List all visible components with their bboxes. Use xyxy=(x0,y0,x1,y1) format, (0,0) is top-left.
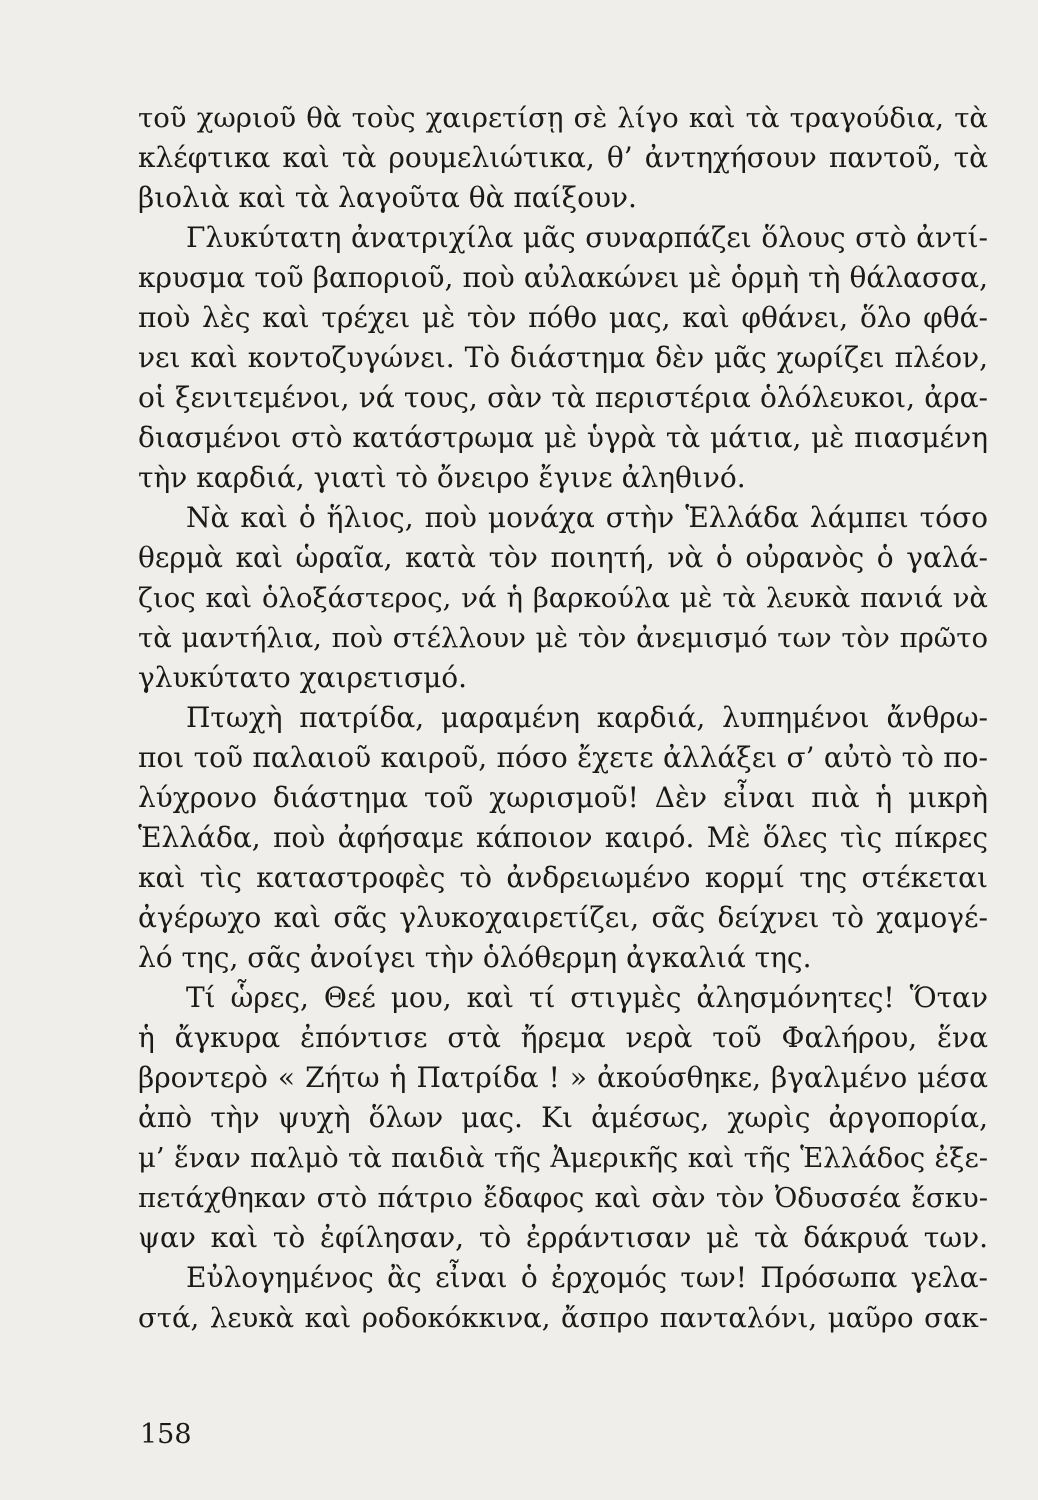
text-line: ἀγέρωχο καὶ σᾶς γλυκοχαιρετίζει, σᾶς δείχνει τὸ χαμογέ- xyxy=(138,901,988,934)
text-line: θερμὰ καὶ ὡραῖα, κατὰ τὸν ποιητή, νὰ ὁ οὐρανὸς ὁ γαλά- xyxy=(138,541,988,574)
page-number: 158 xyxy=(140,1419,192,1450)
text-line: λύχρονο διάστημα τοῦ χωρισμοῦ! Δὲν εἶναι πιὰ ἡ μικρὴ xyxy=(138,781,988,814)
text-line: μ’ ἕναν παλμὸ τὰ παιδιὰ τῆς Ἀμερικῆς καὶ τῆς Ἑλλάδος ἐξε- xyxy=(138,1142,988,1174)
text-line: ψαν καὶ τὸ ἐφίλησαν, τὸ ἐρράντισαν μὲ τὰ δάκρυά των. xyxy=(138,1221,988,1254)
body-text xyxy=(138,98,988,1338)
text-line: καὶ τὶς καταστροφὲς τὸ ἀνδρειωμένο κορμί της στέκεται xyxy=(138,861,988,894)
text-line: Ἑλλάδα, ποὺ ἀφήσαμε κάποιον καιρό. Μὲ ὅλες τὶς πίκρες xyxy=(138,821,988,854)
text-line: ποὺ λὲς καὶ τρέχει μὲ τὸν πόθο μας, καὶ φθάνει, ὅλο φθά- xyxy=(138,301,988,334)
text-line: γλυκύτατο χαιρετισμό. xyxy=(138,661,468,694)
text-line: βροντερὸ « Ζήτω ἡ Πατρίδα ! » ἀκούσθηκε, βγαλμένο μέσα xyxy=(138,1061,988,1094)
text-line: λό της, σᾶς ἀνοίγει τὴν ὁλόθερμη ἀγκαλιά της. xyxy=(138,941,812,974)
text-line: ζιος καὶ ὁλοξάστερος, νά ἡ βαρκούλα μὲ τὰ λευκὰ πανιά νὰ xyxy=(138,582,988,614)
text-line: Τί ὧρες, Θεέ μου, καὶ τί στιγμὲς ἀλησμόνητες! Ὅταν xyxy=(186,981,988,1014)
text-line: Γλυκύτατη ἀνατριχίλα μᾶς συναρπάζει ὅλους στὸ ἀντί- xyxy=(186,221,988,254)
text-line: τὴν καρδιά, γιατὶ τὸ ὄνειρο ἔγινε ἀληθινό. xyxy=(138,461,746,494)
text-line: Εὐλογημένος ἂς εἶναι ὁ ἐρχομός των! Πρόσωπα γελα- xyxy=(186,1261,988,1294)
text-line: διασμένοι στὸ κατάστρωμα μὲ ὑγρὰ τὰ μάτια, μὲ πιασμένη xyxy=(138,421,988,454)
text-line: νει καὶ κοντοζυγώνει. Τὸ διάστημα δὲν μᾶς χωρίζει πλέον, xyxy=(138,341,988,374)
text-line: τοῦ χωριοῦ θὰ τοὺς χαιρετίσῃ σὲ λίγο καὶ τὰ τραγούδια, τὰ xyxy=(138,102,988,134)
text-line: κλέφτικα καὶ τὰ ρουμελιώτικα, θ’ ἀντηχήσουν παντοῦ, τὰ xyxy=(138,141,988,174)
text-line: πετάχθηκαν στὸ πάτριο ἔδαφος καὶ σὰν τὸν Ὀδυσσέα ἔσκυ- xyxy=(138,1182,988,1214)
text-line: βιολιὰ καὶ τὰ λαγοῦτα θὰ παίξουν. xyxy=(138,181,637,214)
text-line: ἀπὸ τὴν ψυχὴ ὅλων μας. Κι ἀμέσως, χωρὶς ἀργοπορία, xyxy=(138,1101,988,1134)
text-line: τὰ μαντήλια, ποὺ στέλλουν μὲ τὸν ἀνεμισμό των τὸν πρῶτο xyxy=(138,622,988,654)
text-line: οἱ ξενιτεμένοι, νά τους, σὰν τὰ περιστέρια ὁλόλευκοι, ἀρα- xyxy=(138,381,988,414)
text-line: κρυσμα τοῦ βαποριοῦ, ποὺ αὐλακώνει μὲ ὁρμὴ τὴ θάλασσα, xyxy=(138,261,988,294)
text-line: ἡ ἄγκυρα ἐπόντισε στὰ ἤρεμα νερὰ τοῦ Φαλήρου, ἕνα xyxy=(138,1021,988,1054)
text-line: Νὰ καὶ ὁ ἥλιος, ποὺ μονάχα στὴν Ἑλλάδα λάμπει τόσο xyxy=(186,501,988,534)
text-line: Πτωχὴ πατρίδα, μαραμένη καρδιά, λυπημένοι ἄνθρω- xyxy=(186,701,988,734)
text-line: ποι τοῦ παλαιοῦ καιροῦ, πόσο ἔχετε ἀλλάξει σ’ αὐτὸ τὸ πο- xyxy=(138,741,988,774)
text-line: στά, λευκὰ καὶ ροδοκόκκινα, ἄσπρο πανταλόνι, μαῦρο σακ- xyxy=(138,1302,988,1334)
